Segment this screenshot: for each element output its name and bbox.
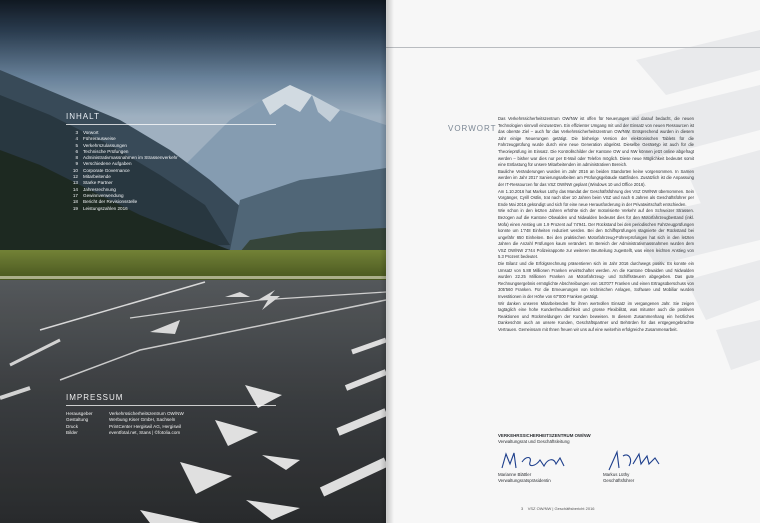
signature-right [603,450,698,483]
toc-label: Jahresrechnung [83,186,116,192]
impressum [66,393,286,437]
header-rule [386,47,760,48]
toc-divider [66,124,276,125]
impressum-key: Druck [66,423,78,429]
foreword-text [498,116,694,334]
page-number: 3 [521,506,524,511]
toc-page-number: 10 [72,167,78,173]
impressum-value: Verkehrssicherheitszentrum OW/NW [109,411,184,416]
impressum-title: IMPRESSUM [66,393,124,402]
toc-label: Verkehrszulassungen [83,142,127,148]
toc-label: Verschiedene Aufgaben [83,161,132,167]
toc-label: Bericht der Revisionsstelle [83,199,138,205]
toc-page-number: 8 [75,155,78,161]
toc-page-number: 19 [72,205,78,211]
toc-page-number: 9 [75,161,78,167]
impressum-value: PrintCenter Hergiswil AG, Hergiswil [109,423,181,429]
paragraph: Wir danken unseren Mitarbeitenden für ihren wertvollen Einsatz im vergangenen Jahr. Sie zeigen tagtäglich eine hohe Kundenfreundlichkeit und grosse Flexibilität, was mitunter auch die positiven Reaktionen und Rückmeldungen der Kunden beweisen. In diesem Zusammenhang ein herzliches Dankeschön auch an unsere Kunden, Geschäftspartner und Behörden für das entgegengebrachte Vertrauen. Gemeinsam mit Ihnen freuen wir uns auf eine weiterhin erfolgreiche Zusammenarbeit. [498,300,694,332]
signatory-name: Markus Lüthy [603,472,630,477]
spine-shadow [380,0,394,523]
toc-page-number: 3 [75,130,78,135]
handwritten-signature-icon [498,450,578,472]
toc-label: Technische Prüfungen [83,148,129,154]
toc-page-number: 17 [72,192,78,198]
toc-page-number: 5 [75,142,78,148]
signatory-role: Verwaltungsratspräsidentin [498,477,551,483]
toc-page-number: 4 [75,136,78,142]
toc-label: Administrativmassnahmen im Strassenverkehr [83,155,178,161]
signature-left [498,450,593,483]
signature-subtitle: Verwaltungsrat und Geschäftsleitung [498,439,570,444]
toc-title: INHALT [66,112,100,121]
toc-label: Vorwort [83,130,99,135]
page-footer [521,506,595,511]
signatory-role: Geschäftsführer [603,477,635,483]
toc-page-number: 14 [72,186,78,192]
signature-row [498,450,698,483]
impressum-value: eventfotal.net, Stans | ©fotolia.com [109,430,181,436]
paragraph: Wie schon in den letzten Jahren erhöhte sich der motorisierte Verkehr auf den Schweizer Strassen. Bezogen auf die Kantone Obwalden und Nidwalden bedeutet dies für den Motorfahrzeugbestand (inkl. Mofa) einen Anstieg um 1.9 Prozent auf 74'941. Der Rückstand bei den periodischen Fahrzeugprüfungen konnte um 1'748 Einheiten reduziert werden. Bei den Schiffsprüfungen stagnierte der Rückstand bei ungefähr 650 Einheiten. Bei den praktischen Motorfahrzeug-Führerprüfungen hat sich in den letzten Jahren die Anzahl Prüfungen kaum verändert. Im Bereich der Administrativmassnahmen wurden dem VSZ OW/NW 2'744 Polizeirapporte zur weiteren Beurteilung zugestellt, was einen leichten Anstieg von 5.3 Prozent bedeutet. [498,208,694,260]
toc-page-number: 12 [72,174,78,180]
toc-label: Führerausweise [83,136,116,142]
handwritten-signature-icon [603,450,683,472]
impressum-key: Bilder [66,430,78,436]
toc-label: Starke Partner [83,180,113,186]
toc-label: Mitarbeitende [83,174,111,180]
table-of-contents [66,112,266,212]
signature-block [498,433,698,483]
toc-page-number: 18 [72,199,78,205]
paragraph: Die Bilanz und die Erfolgsrechnung präsentieren sich im Jahr 2016 durchwegs positiv. Es konnte ein Umsatz von 5.88 Millionen Franken erwirtschaftet werden. An die Kantone Obwalden und Nidwalden wurden 22.25 Millionen Franken an Motorfahrzeug- und Schiffssteuern abgegeben. Das gute Rechnungsergebnis ermöglichte Abschreibungen von 163'077 Franken und einen Ertragsüberschuss von 305'560 Franken. Für die Erneuerungen von technischen Anlagen, Software und Mobiliar wurden Investitionen in der Höhe von 67'000 Franken getätigt. [498,261,694,300]
paragraph: Bauliche Veränderungen wurden im Jahr 2016 an beiden Standorten keine vorgenommen. In Sarnen werden im Jahr 2017 Sanierungsarbeiten am Prüfungsgebäude stattfinden. Zusätzlich ist die Anpassung der IT-Ressourcen für das VSZ OW/NW geplant (Windows 10 und Office 2016). [498,168,694,187]
paragraph: Am 1.10.2016 hat Markus Lüthy das Mandat der Geschäftsführung des VSZ OW/NW übernommen. Sein Vorgänger, Cyrill Ostlin, trat nach über 10 Jahren beim VSZ und nach 6 Jahren als Geschäftsführer per Ende Mai 2016 gekündigt und sich für eine neue Herausforderung in der Privatwirtschaft entschieden. [498,188,694,207]
right-page [386,0,760,523]
footer-text: VSZ OW/NW | Geschäftsbericht 2016 [527,506,595,511]
signature-organization: VERKEHRSSICHERHEITSZENTRUM OW/NW [498,433,591,438]
signatory-name: Marianne Blättler [498,472,532,477]
toc-page-number: 13 [72,180,78,186]
toc-label: Corporate Governance [83,167,130,173]
toc-item[interactable] [66,206,266,212]
toc-label: Gewinnverwendung [83,192,124,198]
toc-label: Leistungszahlen 2016 [83,205,128,211]
section-title-vorwort: VORWORT [448,124,497,133]
impressum-key: Gestaltung [66,417,89,423]
paragraph: Das Verkehrssicherheitszentrum OW/NW ist offen für Neuerungen und darauf bedacht, die neuen Technologien sinnvoll einzusetzen. Ein effizienter Umgang mit und der Einsatz von neuen Ressourcen ist das oberste Ziel – auch für das Verkehrssicherheitszentrum OW/NW. Entsprechend wurden in diesem Jahr einige Neuerungen getätigt. Die bisherige Version der elektronischen Tablets für die Fahrzeugprüfung wurde durch eine neue Generation abgelöst. Dieselbe Gerätetyp ist auch für die Theorieprüfung im Einsatz. Die Kontrollschilder der Kantone OW und NW können jetzt online abgefragt werden – bisher war dies nur per E-Mail oder Telefon möglich. Diese neue Möglichkeit bedeutet somit eine Entlastung für unsere Mitarbeitenden im administrativen Bereich. [498,116,694,168]
impressum-row [66,430,286,436]
impressum-key: Herausgeber [66,411,93,416]
toc-page-number: 6 [75,148,78,154]
impressum-value: Werbung Kiser GmbH, Sachseln [109,417,176,423]
impressum-divider [66,405,276,406]
